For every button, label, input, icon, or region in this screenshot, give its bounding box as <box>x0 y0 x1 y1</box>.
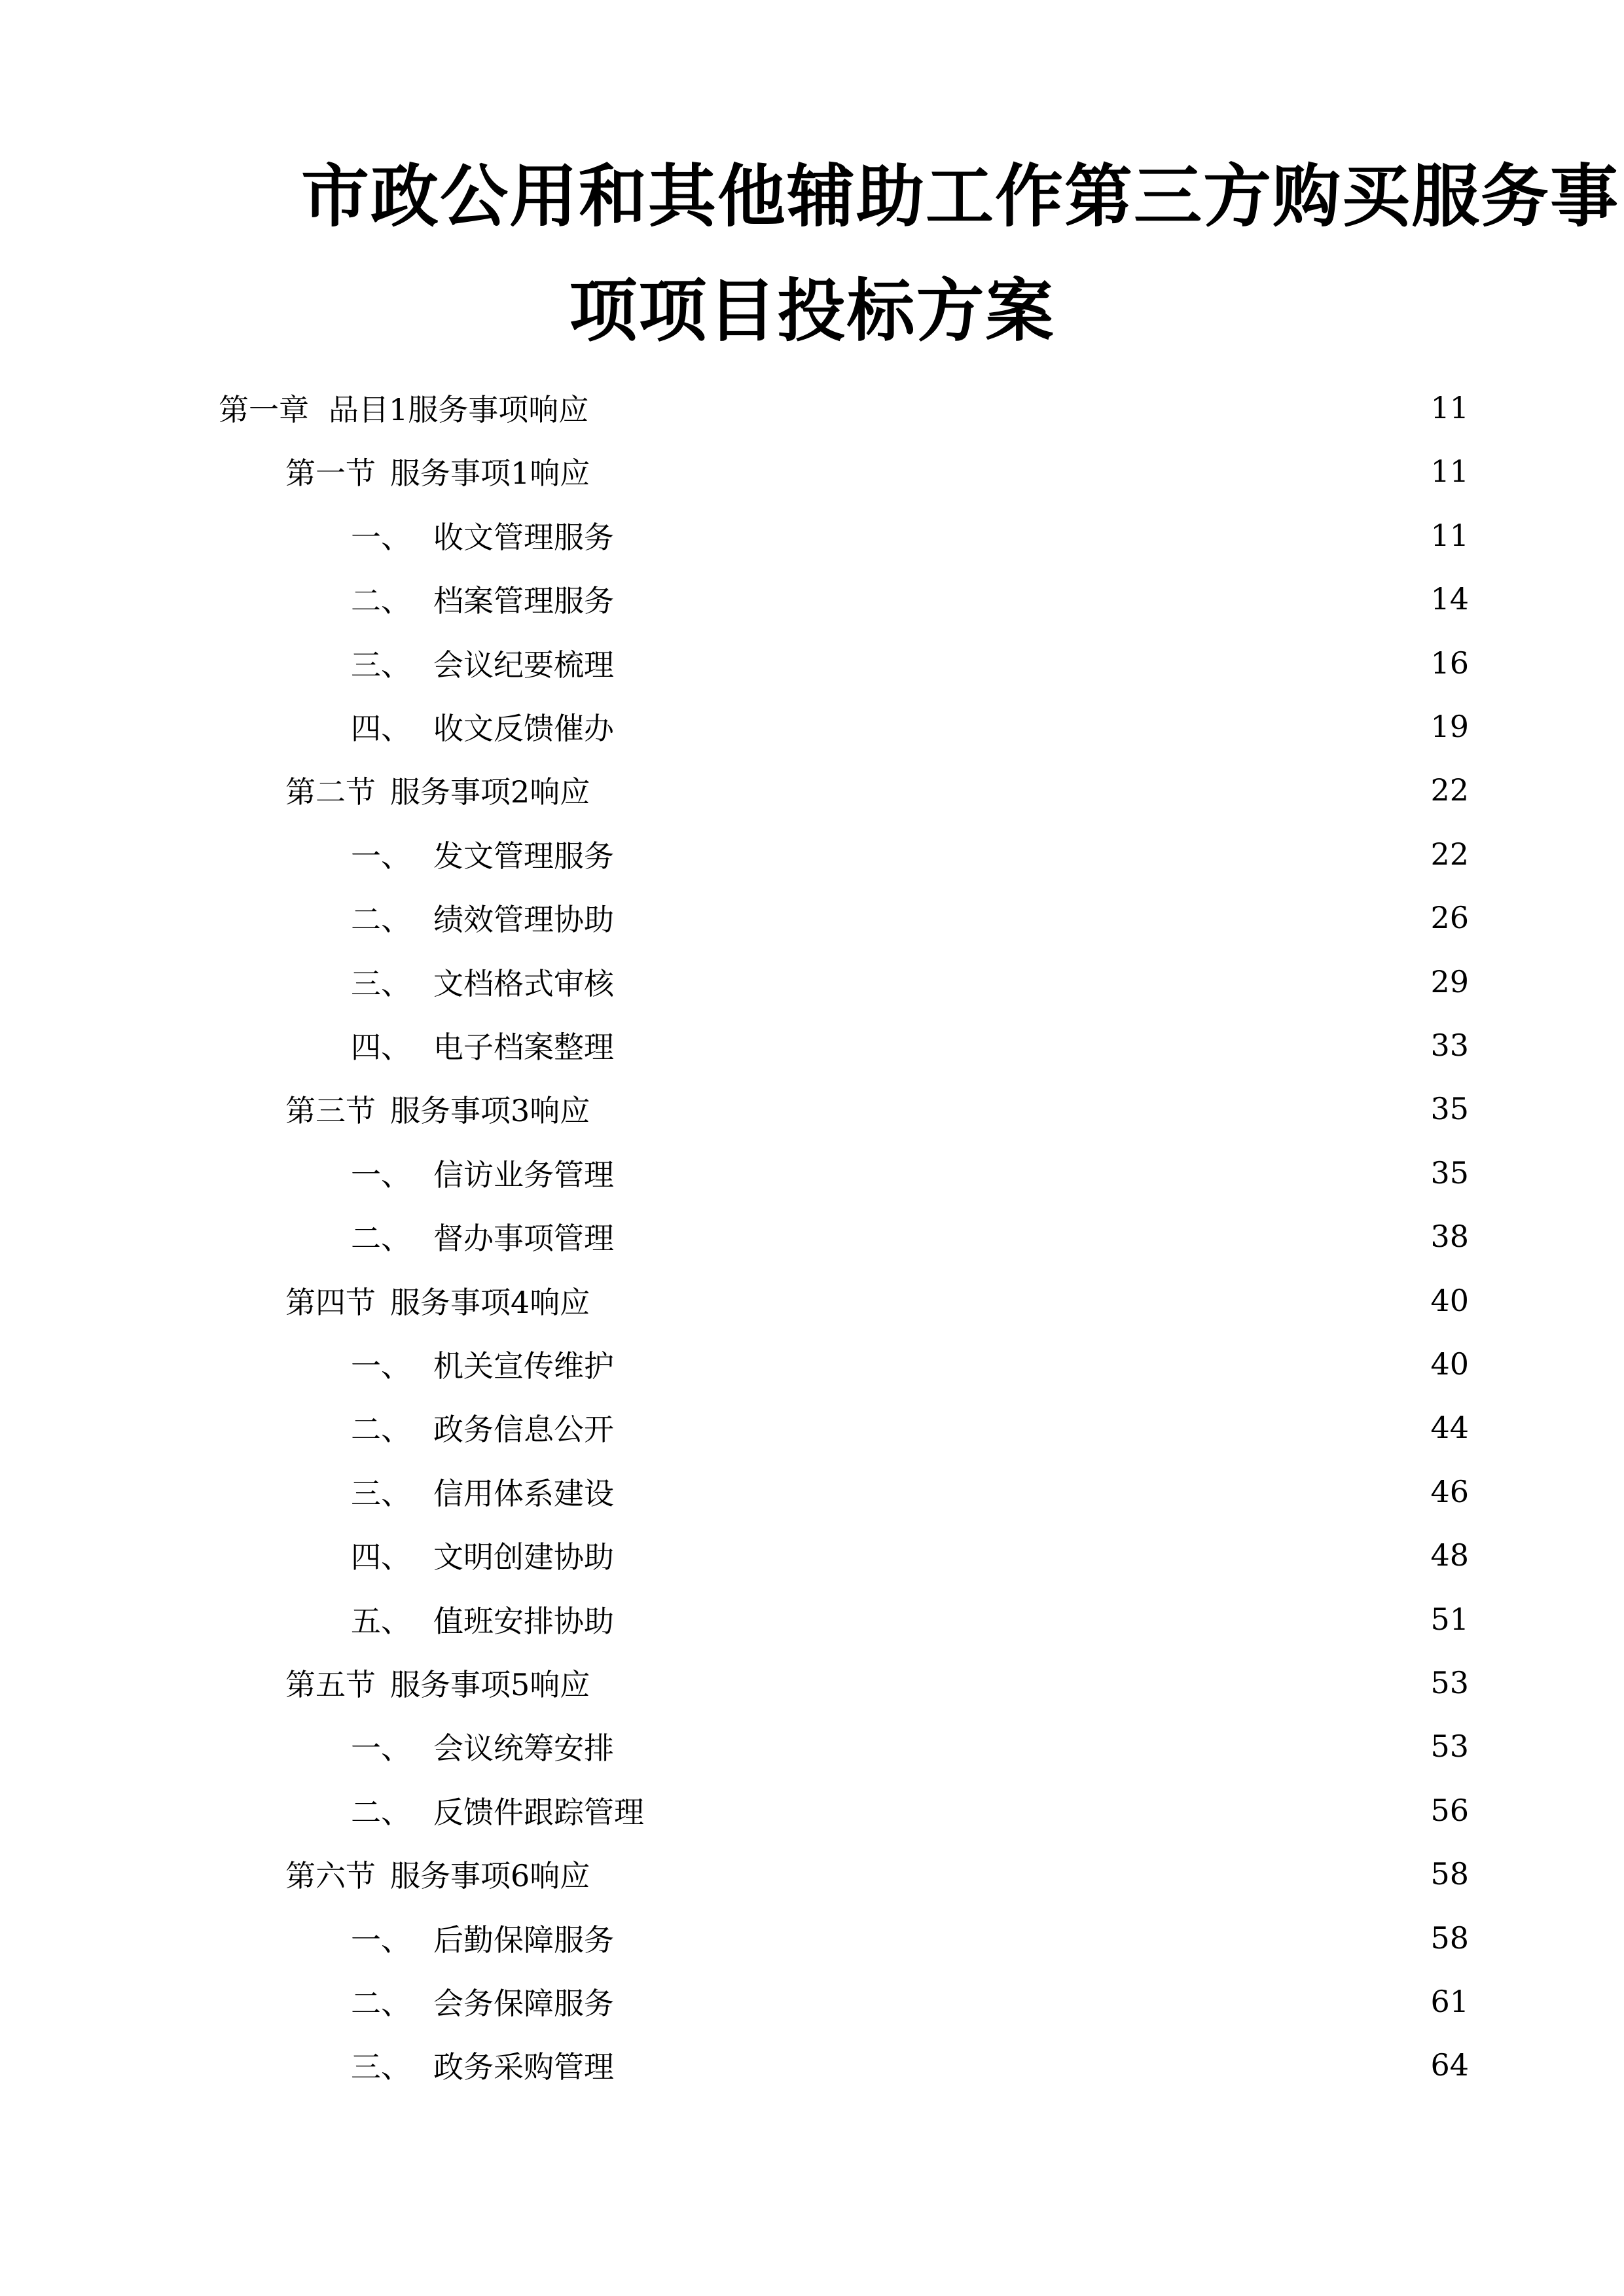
toc-entry-page-number: 14 <box>1430 581 1469 617</box>
toc-entry-page-number: 53 <box>1430 1665 1469 1700</box>
toc-entry[interactable] <box>285 442 1469 501</box>
toc-entry-title: 反馈件跟踪管理 <box>433 1795 644 1830</box>
toc-entry-number: 三、 <box>351 647 411 683</box>
toc-entry-number: 一、 <box>351 520 411 555</box>
toc-dot-leader <box>623 569 1414 628</box>
toc-entry[interactable] <box>351 1781 1469 1840</box>
toc-dot-leader <box>623 2036 1414 2094</box>
toc-entry-label <box>351 1980 614 2023</box>
toc-entry-title: 文档格式审核 <box>433 966 614 1001</box>
toc-entry-page-number: 40 <box>1430 1283 1469 1318</box>
toc-entry[interactable] <box>351 1207 1469 1266</box>
toc-entry-page-number: 11 <box>1430 454 1469 489</box>
toc-dot-leader <box>599 1844 1414 1903</box>
toc-dot-leader <box>623 888 1414 947</box>
toc-entry[interactable] <box>351 697 1469 756</box>
toc-entry-number: 三、 <box>351 2049 411 2085</box>
toc-entry-title: 值班安排协助 <box>433 1604 614 1639</box>
toc-entry[interactable] <box>351 1143 1469 1202</box>
toc-entry-label <box>285 450 590 493</box>
toc-dot-leader <box>623 1016 1414 1075</box>
toc-entry[interactable] <box>285 1844 1469 1903</box>
toc-entry[interactable] <box>285 1271 1469 1330</box>
toc-entry-page-number: 46 <box>1430 1474 1469 1509</box>
toc-entry[interactable] <box>351 825 1469 884</box>
toc-entry-number: 五、 <box>351 1604 411 1639</box>
toc-entry-title: 服务事项1响应 <box>390 456 590 491</box>
toc-entry-label <box>351 896 614 939</box>
toc-dot-leader <box>623 697 1414 756</box>
toc-entry-number: 四、 <box>351 1030 411 1065</box>
toc-entry[interactable] <box>285 761 1469 819</box>
toc-entry[interactable] <box>219 378 1469 437</box>
toc-entry-title: 信访业务管理 <box>433 1157 614 1193</box>
toc-dot-leader <box>623 1335 1414 1393</box>
toc-entry-title: 收文管理服务 <box>433 520 614 555</box>
toc-dot-leader <box>599 1079 1414 1138</box>
toc-entry-title: 品目1服务事项响应 <box>329 392 589 427</box>
toc-entry-label <box>285 1279 590 1322</box>
toc-entry-number: 第一章 <box>219 392 309 427</box>
toc-entry[interactable] <box>351 1335 1469 1393</box>
toc-entry-number: 二、 <box>351 1795 411 1830</box>
toc-entry-page-number: 19 <box>1430 709 1469 744</box>
toc-entry-page-number: 22 <box>1430 836 1469 872</box>
toc-dot-leader <box>623 1717 1414 1776</box>
toc-entry[interactable] <box>351 888 1469 947</box>
toc-entry-number: 一、 <box>351 1157 411 1193</box>
toc-dot-leader <box>599 1653 1414 1712</box>
toc-entry-title: 电子档案整理 <box>433 1030 614 1065</box>
toc-entry-title: 收文反馈催办 <box>433 711 614 746</box>
toc-entry-number: 二、 <box>351 1986 411 2021</box>
toc-entry-number: 一、 <box>351 838 411 874</box>
toc-entry-number: 四、 <box>351 1539 411 1575</box>
toc-entry-number: 第六节 <box>285 1858 376 1893</box>
toc-entry-number: 第三节 <box>285 1093 376 1128</box>
toc-entry-number: 二、 <box>351 1412 411 1447</box>
toc-entry-number: 二、 <box>351 583 411 619</box>
toc-entry-number: 第二节 <box>285 774 376 810</box>
toc-entry-page-number: 53 <box>1430 1729 1469 1764</box>
toc-entry-number: 第五节 <box>285 1667 376 1702</box>
toc-entry-label <box>219 386 588 429</box>
toc-dot-leader <box>623 1909 1414 1967</box>
toc-dot-leader <box>623 1526 1414 1585</box>
toc-dot-leader <box>598 378 1414 437</box>
toc-entry[interactable] <box>351 1972 1469 2031</box>
toc-entry-title: 服务事项5响应 <box>390 1667 590 1702</box>
toc-entry-number: 一、 <box>351 1731 411 1766</box>
toc-entry-page-number: 51 <box>1430 1602 1469 1637</box>
toc-entry-label <box>285 1087 590 1130</box>
toc-entry-title: 文明创建协助 <box>433 1539 614 1575</box>
toc-entry-page-number: 38 <box>1430 1219 1469 1254</box>
toc-entry-label <box>351 705 614 748</box>
toc-dot-leader <box>623 634 1414 692</box>
toc-entry[interactable] <box>351 2036 1469 2094</box>
toc-entry[interactable] <box>351 1526 1469 1585</box>
toc-dot-leader <box>623 825 1414 884</box>
toc-entry[interactable] <box>351 569 1469 628</box>
document-title-line-1: 市政公用和其他辅助工作第三方购买服务事 <box>301 156 1620 236</box>
toc-entry-label <box>351 1024 614 1067</box>
toc-entry-label <box>285 1661 590 1704</box>
toc-entry-title: 政务信息公开 <box>433 1412 614 1447</box>
toc-entry-page-number: 22 <box>1430 772 1469 808</box>
toc-entry-title: 信用体系建设 <box>433 1476 614 1511</box>
toc-entry-label <box>351 1151 614 1194</box>
toc-entry-label <box>285 1852 590 1895</box>
toc-entry-number: 一、 <box>351 1348 411 1384</box>
toc-entry-page-number: 11 <box>1430 390 1469 425</box>
toc-entry-title: 服务事项6响应 <box>390 1858 590 1893</box>
toc-dot-leader <box>653 1781 1414 1840</box>
toc-entry-page-number: 11 <box>1430 518 1469 553</box>
toc-entry[interactable] <box>285 1653 1469 1712</box>
toc-entry[interactable] <box>351 1398 1469 1457</box>
toc-entry-page-number: 40 <box>1430 1346 1469 1382</box>
toc-dot-leader <box>623 1462 1414 1521</box>
toc-entry-page-number: 61 <box>1430 1984 1469 2019</box>
toc-entry-page-number: 33 <box>1430 1028 1469 1063</box>
toc-entry-page-number: 35 <box>1430 1155 1469 1191</box>
toc-dot-leader <box>623 1143 1414 1202</box>
toc-entry-page-number: 35 <box>1430 1091 1469 1126</box>
toc-entry-title: 服务事项2响应 <box>390 774 590 810</box>
toc-entry[interactable] <box>351 1590 1469 1649</box>
toc-entry-page-number: 64 <box>1430 2047 1469 2083</box>
toc-entry[interactable] <box>351 952 1469 1011</box>
toc-entry-label <box>351 960 614 1003</box>
toc-entry-page-number: 16 <box>1430 645 1469 681</box>
toc-dot-leader <box>623 1398 1414 1457</box>
toc-entry-title: 服务事项4响应 <box>390 1285 590 1320</box>
toc-entry-title: 绩效管理协助 <box>433 902 614 937</box>
toc-entry-title: 档案管理服务 <box>433 583 614 619</box>
toc-entry[interactable] <box>351 1462 1469 1521</box>
toc-entry-page-number: 58 <box>1430 1920 1469 1956</box>
toc-entry-label <box>351 1916 614 1960</box>
toc-entry-label <box>351 1598 614 1641</box>
document-title-line-2: 项项目投标方案 <box>569 270 1055 351</box>
toc-entry-label <box>351 1470 614 1513</box>
toc-dot-leader <box>623 1207 1414 1266</box>
toc-entry-number: 二、 <box>351 902 411 937</box>
toc-entry-label <box>351 1215 614 1258</box>
toc-entry-label <box>351 1534 614 1577</box>
toc-dot-leader <box>623 506 1414 565</box>
toc-entry-label <box>351 1725 614 1768</box>
toc-entry-title: 督办事项管理 <box>433 1221 614 1256</box>
toc-dot-leader <box>599 761 1414 819</box>
toc-entry-title: 机关宣传维护 <box>433 1348 614 1384</box>
toc-entry-title: 政务采购管理 <box>433 2049 614 2085</box>
toc-dot-leader <box>623 1590 1414 1649</box>
toc-entry-label <box>351 641 614 685</box>
toc-entry-number: 三、 <box>351 966 411 1001</box>
toc-entry-page-number: 26 <box>1430 900 1469 935</box>
toc-entry-label <box>351 577 614 620</box>
toc-entry-page-number: 58 <box>1430 1856 1469 1892</box>
toc-entry-title: 会议统筹安排 <box>433 1731 614 1766</box>
toc-entry-number: 二、 <box>351 1221 411 1256</box>
toc-entry[interactable] <box>351 1016 1469 1075</box>
toc-entry[interactable] <box>351 1717 1469 1776</box>
toc-entry[interactable] <box>351 634 1469 692</box>
toc-entry[interactable] <box>285 1079 1469 1138</box>
toc-entry-number: 第四节 <box>285 1285 376 1320</box>
toc-entry-label <box>351 1342 614 1386</box>
toc-entry-title: 发文管理服务 <box>433 838 614 874</box>
toc-entry[interactable] <box>351 1909 1469 1967</box>
toc-entry-number: 四、 <box>351 711 411 746</box>
toc-entry-page-number: 56 <box>1430 1793 1469 1828</box>
toc-entry-title: 服务事项3响应 <box>390 1093 590 1128</box>
toc-entry-title: 后勤保障服务 <box>433 1922 614 1958</box>
toc-dot-leader <box>623 1972 1414 2031</box>
toc-entry-label <box>285 768 590 812</box>
toc-entry-title: 会务保障服务 <box>433 1986 614 2021</box>
toc-dot-leader <box>599 442 1414 501</box>
toc-dot-leader <box>599 1271 1414 1330</box>
toc-entry[interactable] <box>351 506 1469 565</box>
toc-entry-number: 第一节 <box>285 456 376 491</box>
toc-entry-label <box>351 514 614 557</box>
toc-entry-label <box>351 2043 614 2087</box>
toc-entry-page-number: 29 <box>1430 964 1469 999</box>
toc-entry-label <box>351 833 614 876</box>
toc-entry-label <box>351 1789 644 1832</box>
toc-entry-page-number: 44 <box>1430 1410 1469 1445</box>
toc-dot-leader <box>623 952 1414 1011</box>
toc-entry-page-number: 48 <box>1430 1537 1469 1573</box>
toc-entry-title: 会议纪要梳理 <box>433 647 614 683</box>
toc-entry-number: 一、 <box>351 1922 411 1958</box>
toc-entry-number: 三、 <box>351 1476 411 1511</box>
toc-entry-label <box>351 1406 614 1449</box>
